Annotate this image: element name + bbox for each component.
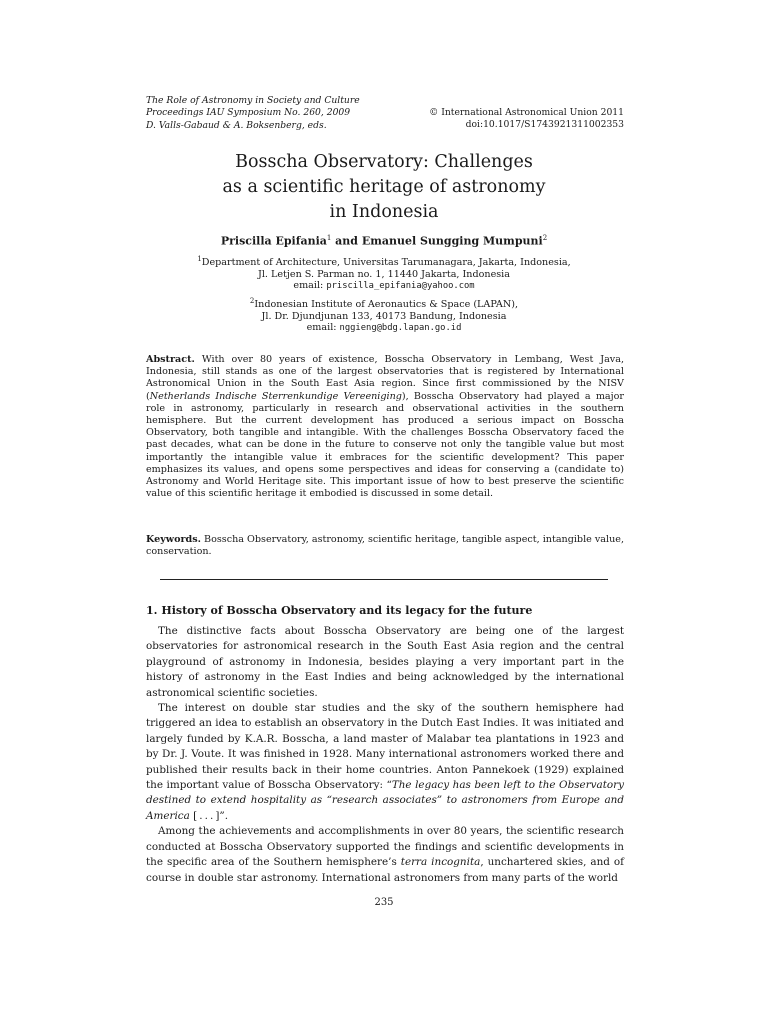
section-heading: 1. History of Bosscha Observatory and its legacy for the future — [146, 604, 533, 617]
quotation-italic: The legacy has been left to the Observatory destined to extend hospitality as “research associates” to astronomers from Europe and America — [146, 779, 625, 822]
author-name: Emanuel Sungging Mumpuni — [361, 234, 543, 248]
keywords-label: Keywords. — [146, 534, 201, 545]
paragraph-text: Among the achievements and accomplishments in over 80 years, the scientific research conducted at Bosscha Observatory supported the findings and scientific developments in the specific area of the Southern hemisphere’s — [146, 825, 624, 869]
affiliation-mark: 1 — [326, 234, 332, 242]
running-header-right — [324, 107, 624, 132]
paragraph-text: , unchartered skies, and of course in double star astronomy. International astronomers from many parts of the world — [146, 856, 624, 884]
header-series-line: The Role of Astronomy in Society and Culture — [146, 95, 360, 106]
affiliation-2 — [120, 296, 648, 334]
author-connector: and — [331, 234, 362, 248]
email-label: email: — [306, 322, 340, 333]
body-paragraph — [146, 701, 624, 824]
affiliation-mark: 2 — [249, 297, 255, 305]
affiliation-mark: 2 — [542, 234, 548, 242]
affiliation-line: Indonesian Institute of Aeronautics & Space (LAPAN), — [254, 299, 519, 311]
body-paragraph: The distinctive facts about Bosscha Observatory are being one of the largest observatories for astronomical research in the South East Asia region and the central playground of astronomy in Indonesia, besides playing a very important part in the history of astronomy in the East Indies and being acknowledged by the international astronomical scientific societies. — [146, 625, 624, 699]
title-line-3: in Indonesia — [329, 202, 439, 222]
header-doi-line: doi:10.1017/S1743921311002353 — [465, 119, 624, 131]
email-label: email: — [293, 280, 327, 291]
abstract-text-italic: Netherlands Indische Sterrenkundige Vereeniging — [149, 390, 402, 402]
author-list — [120, 234, 648, 248]
body-paragraph — [146, 824, 624, 886]
term-italic: terra incognita — [400, 856, 481, 869]
paragraph-text: The interest on double star studies and the sky of the southern hemisphere had triggered an idea to establish an observatory in the Dutch East Indies. It was initiated and largely funded by K.A.R. Bosscha, a land master of Malabar tea plantations in 1923 and by Dr. J. Voute. It was finished in 1928. Many international astronomers worked there and published their results back in their home countries. Anton Pannekoek (1929) explained the important value of Bosscha Observatory: “ — [146, 702, 624, 792]
keywords — [146, 534, 624, 558]
page-number: 235 — [374, 897, 394, 908]
affiliation-line: Jl. Dr. Djundjunan 133, 40173 Bandung, Indonesia — [261, 310, 507, 322]
author-name: Priscilla Epifania — [220, 234, 327, 248]
header-copyright-line: © International Astronomical Union 2011 — [429, 107, 624, 118]
title-line-1: Bosscha Observatory: Challenges — [235, 152, 533, 172]
title-line-2: as a scientific heritage of astronomy — [222, 177, 546, 197]
abstract — [146, 354, 624, 500]
affiliation-line: Department of Architecture, Universitas Tarumanagara, Jakarta, Indonesia, — [201, 257, 571, 269]
section-divider — [160, 579, 608, 580]
abstract-label: Abstract. — [146, 354, 195, 365]
header-proceedings-line: Proceedings IAU Symposium No. 260, 2009 — [146, 107, 351, 119]
section-body — [146, 624, 624, 886]
affiliation-line: Jl. Letjen S. Parman no. 1, 11440 Jakarta, Indonesia — [258, 268, 510, 280]
email-address: priscilla_epifania@yahoo.com — [326, 281, 475, 291]
header-editors-line: D. Valls-Gabaud & A. Boksenberg, eds. — [146, 119, 327, 131]
email-address: nggieng@bdg.lapan.go.id — [339, 323, 462, 333]
affiliation-mark: 1 — [197, 255, 202, 263]
keywords-text: Bosscha Observatory, astronomy, scientific heritage, tangible aspect, intangible value, conservation. — [146, 534, 624, 558]
paragraph-text: [ . . . ]”. — [189, 809, 229, 822]
abstract-text: ), Bosscha Observatory had played a major role in astronomy, particularly in research and observational activities in the southern hemisphere. But the current development has produced a serious impact on Bosscha Observatory, both tangible and intangible. With the challenges Bosscha Observatory faced the past decades, what can be done in the future to conserve not only the tangible value but most importantly the intangible value it embraces for the scientific development? This paper emphasizes its values, and opens some perspectives and ideas for conserving a (candidate to) Astronomy and World Heritage site. This important issue of how to best preserve the scientific value of this scientific heritage it embodied is discussed in some detail. — [146, 390, 624, 500]
abstract-text: With over 80 years of existence, Bosscha Observatory in Lembang, West Java, Indonesia, still stands as one of the largest observatories that is registered by International Astronomical Union in the South East Asia region. Since first commissioned by the NISV ( — [146, 354, 624, 402]
paper-title — [120, 150, 648, 225]
affiliation-1 — [120, 254, 648, 292]
